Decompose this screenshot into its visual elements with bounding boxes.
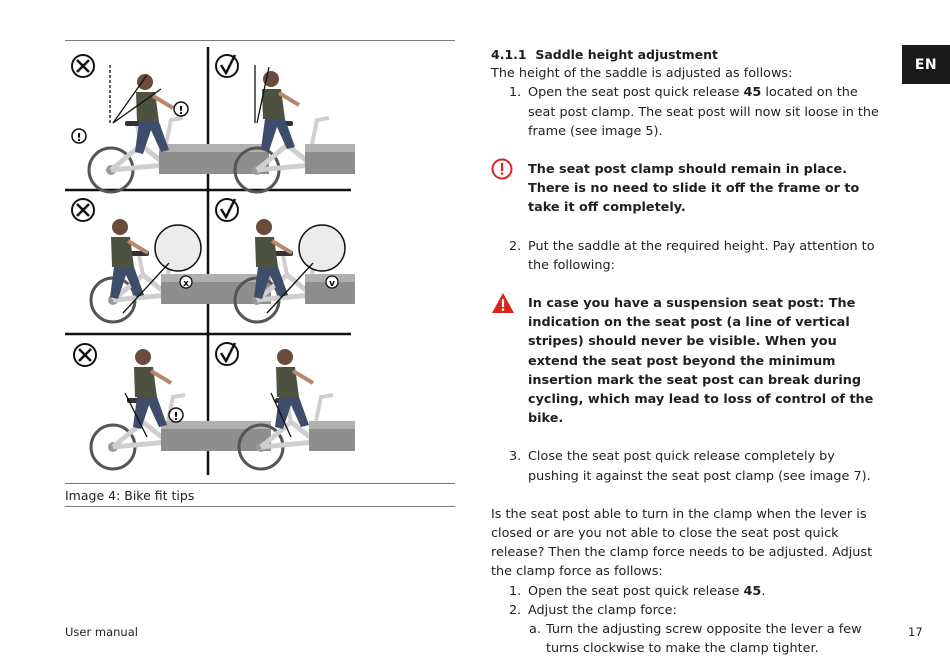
section-heading bbox=[491, 45, 886, 64]
warning-text: In case you have a suspension seat post: The indication on the seat post (a line of vertical stripes) should never be visible. When you extend the seat post beyond the minimum insertion mark the seat post can break during cycling, which may lead to loss of control of the bike. bbox=[528, 296, 874, 427]
panel-2 bbox=[235, 65, 355, 192]
check-icon bbox=[326, 276, 338, 289]
step-number: 3. bbox=[509, 449, 522, 465]
part-number: 45 bbox=[743, 583, 762, 599]
step-number: 2. bbox=[509, 238, 522, 254]
svg-text:!: ! bbox=[173, 410, 179, 423]
step-number: 1. bbox=[509, 583, 522, 599]
svg-text:!: ! bbox=[178, 104, 184, 117]
svg-text:!: ! bbox=[76, 131, 82, 144]
step-item: 1. Open the seat post quick release 45 located on the seat post clamp. The seat post will now sit loose in the frame (see image 5). bbox=[509, 85, 879, 139]
panel-3 bbox=[91, 219, 271, 322]
section-intro: The height of the saddle is adjusted as follows: bbox=[491, 66, 793, 82]
wrong-icon bbox=[72, 55, 94, 77]
attention-icon bbox=[174, 102, 188, 117]
attention-icon bbox=[72, 129, 86, 144]
panel-1 bbox=[72, 65, 269, 192]
cross-icon bbox=[180, 276, 192, 289]
sub-step-item: a. Turn the adjusting screw opposite the lever a few turns clockwise to make the clamp tighter. bbox=[529, 622, 862, 657]
step-number: 2. bbox=[509, 602, 522, 618]
section-title: Saddle height adjustment bbox=[535, 47, 718, 62]
main-text bbox=[491, 45, 886, 658]
top-rule bbox=[65, 40, 455, 41]
panel-5 bbox=[91, 349, 271, 469]
caption-bottom-rule bbox=[65, 506, 455, 507]
sub-step-letter: a. bbox=[529, 622, 541, 638]
wrong-icon bbox=[72, 199, 94, 221]
step-item: 1. Open the seat post quick release 45. bbox=[491, 582, 886, 601]
notice-text: The seat post clamp should remain in place. There is no need to slide it off the frame or to take it off completely. bbox=[528, 162, 860, 216]
figure-caption: Image 4: Bike fit tips bbox=[65, 488, 195, 503]
clamp-paragraph: Is the seat post able to turn in the clamp when the lever is closed or are you not able to close the seat post quick release? Then the clamp force needs to be adjusted. Adjust the clamp force as follows: bbox=[491, 506, 873, 580]
warning-block bbox=[491, 294, 886, 428]
section-number: 4.1.1 bbox=[491, 47, 527, 62]
step-item: 3. Close the seat post quick release completely by pushing it against the seat post clamp (see image 7). bbox=[509, 449, 871, 484]
warning-triangle-icon bbox=[491, 292, 515, 314]
footer-label: User manual bbox=[65, 625, 138, 639]
notice-block bbox=[491, 160, 886, 218]
bike-fit-figure bbox=[65, 45, 355, 477]
step-number: 1. bbox=[509, 85, 522, 101]
language-tab[interactable]: EN bbox=[902, 45, 950, 84]
step-item: 2. Adjust the clamp force: bbox=[491, 601, 886, 620]
wrong-icon bbox=[74, 344, 96, 366]
correct-icon bbox=[216, 199, 238, 221]
correct-icon bbox=[216, 343, 238, 365]
svg-text:x: x bbox=[183, 279, 189, 289]
correct-icon bbox=[216, 55, 238, 77]
attention-icon bbox=[169, 408, 183, 423]
exclamation-circle-icon bbox=[491, 158, 513, 180]
step-item: 2. Put the saddle at the required height. Pay attention to the following: bbox=[509, 238, 875, 273]
svg-text:v: v bbox=[329, 279, 335, 289]
panel-4 bbox=[235, 219, 355, 322]
page-number: 17 bbox=[908, 625, 923, 639]
part-number: 45 bbox=[743, 85, 762, 101]
caption-top-rule bbox=[65, 483, 455, 484]
